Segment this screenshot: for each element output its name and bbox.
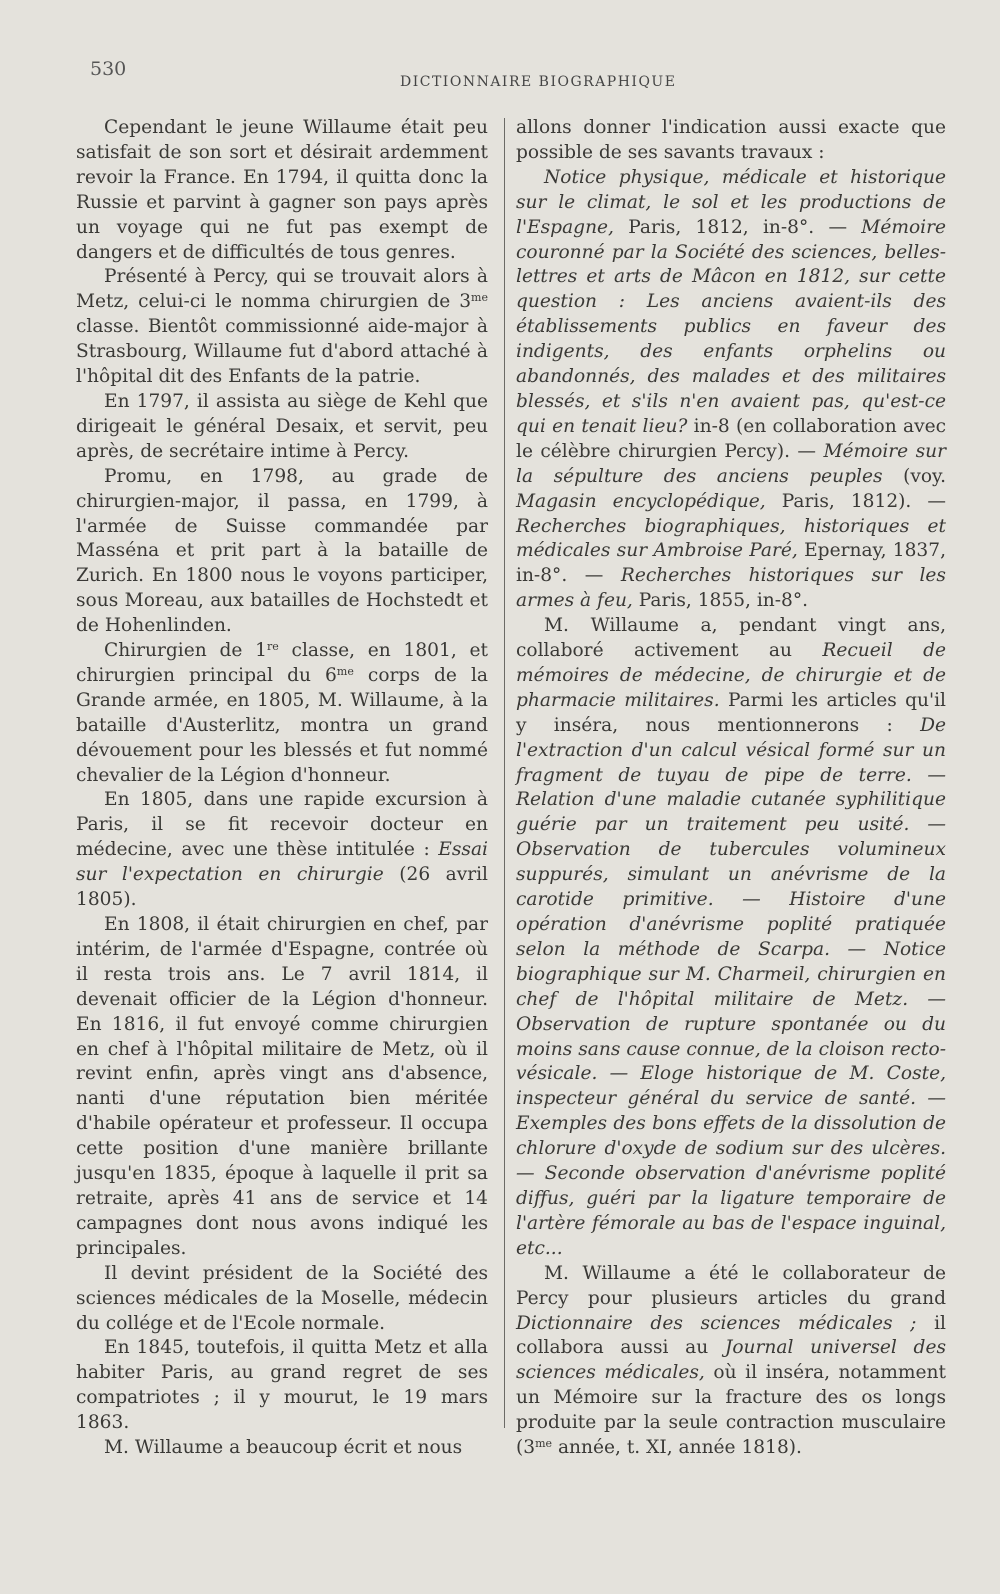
column-divider <box>504 118 505 1428</box>
paragraph: allons donner l'indication aussi exacte que possible de ses savants travaux : <box>516 117 946 163</box>
paragraph: M. Willaume a beaucoup écrit et nous <box>104 1437 463 1459</box>
paragraph: Cependant le jeune Willaume était peu satisfait de son sort et désirait ardemment revoir la France. En 1794, il quitta donc la Russie et parvint à gagner son pays après un voyage qui ne fut pas exempt de dangers et de difficultés de tous genres. <box>76 117 488 263</box>
paragraph: Présenté à Percy, qui se trouvait alors à Metz, celui-ci le nomma chirurgien de $3^{me}$ classe. Bientôt commissionné aide-major à Strasbourg, Willaume fut d'abord attaché à l'hôpital dit des Enfants de la patrie. <box>76 266 488 388</box>
right-column <box>516 116 946 1461</box>
bibliography-paragraph: Notice physique, médicale et historique sur le climat, le sol et les productions de l'Espagne, Paris, 1812, in-8°. — Mémoire couronné par la Société des sciences, belles-lettres et arts de Mâcon en 1812, sur cette question : Les anciens avaient-ils des établissements publics en faveur des indigents, des enfants orphelins ou abandonnés, des malades et des militaires blessés, et s'ils n'en avaient pas, qu'est-ce qui en tenait lieu? in-8 (en collaboration avec le célèbre chirurgien Percy). — Mémoire sur la sépulture des anciens peuples (voy. Magasin encyclopédique, Paris, 1812). — Recherches biographiques, historiques et médicales sur Ambroise Paré, Epernay, 1837, in-8°. — Recherches historiques sur les armes à feu, Paris, 1855, in-8°. <box>516 166 946 612</box>
left-column <box>76 116 488 1461</box>
paragraph: M. Willaume a été le collaborateur de Percy pour plusieurs articles du grand Dictionnaire des sciences médicales ; il collabora aussi au Journal universel des sciences médicales, où il inséra, notamment un Mémoire sur la fracture des os longs produite par la seule contraction musculaire ($3^{me}$ année, t. XI, année 1818). <box>516 1262 946 1459</box>
paragraph: En 1845, toutefois, il quitta Metz et alla habiter Paris, au grand regret de ses compatriotes ; il y mourut, le 19 mars 1863. <box>76 1337 488 1434</box>
paragraph: Il devint président de la Société des sciences médicales de la Moselle, médecin du collége et de l'Ecole normale. <box>76 1262 488 1334</box>
paragraph: Chirurgien de 1re classe, en 1801, et chirurgien principal du $6^{me}$ corps de la Grande armée, en 1805, M. Willaume, à la bataille d'Austerlitz, montra un grand dévouement pour les blessés et fut nommé chevalier de la Légion d'honneur. <box>76 640 488 786</box>
paragraph: M. Willaume a, pendant vingt ans, collaboré activement au Recueil de mémoires de médecine, de chirurgie et de pharmacie militaires. Parmi les articles qu'il y inséra, nous mentionnerons : De l'extraction d'un calcul vésical formé sur un fragment de tuyau de pipe de terre. — Relation d'une maladie cutanée syphilitique guérie par un traitement peu usité. — Observation de tubercules volumineux suppurés, simulant un anévrisme de la carotide primitive. — Histoire d'une opération d'anévrisme poplité pratiquée selon la méthode de Scarpa. — Notice biographique sur M. Charmeil, chirurgien en chef de l'hôpital militaire de Metz. — Observation de rupture spontanée ou du moins sans cause connue, de la cloison recto-vésicale. — Eloge historique de M. Coste, inspecteur général du service de santé. — Exemples des bons effets de la dissolution de chlorure d'oxyde de sodium sur des ulcères. — Seconde observation d'anévrisme poplité diffus, guéri par la ligature temporaire de l'artère fémorale au bas de l'espace inguinal, etc... <box>516 615 946 1259</box>
page-number: 530 <box>90 58 127 80</box>
paragraph: En 1808, il était chirurgien en chef, par intérim, de l'armée d'Espagne, contrée où il resta trois ans. Le 7 avril 1814, il devenait officier de la Légion d'honneur. En 1816, il fut envoyé comme chirurgien en chef à l'hôpital militaire de Metz, où il revint enfin, après vingt ans d'absence, nanti d'une réputation bien méritée d'habile opérateur et professeur. Il occupa cette position d'une manière brillante jusqu'en 1835, époque à laquelle il prit sa retraite, après 41 ans de service et 14 campagnes dont nous avons indiqué les principales. <box>76 914 488 1259</box>
paragraph: En 1805, dans une rapide excursion à Paris, il se fit recevoir docteur en médecine, avec une thèse intitulée : Essai sur l'expectation en chirurgie (26 avril 1805). <box>76 789 488 911</box>
paragraph: Promu, en 1798, au grade de chirurgien-major, il passa, en 1799, à l'armée de Suisse commandée par Masséna et prit part à la bataille de Zurich. En 1800 nous le voyons participer, sous Moreau, aux batailles de Hochstedt et de Hohenlinden. <box>76 465 488 637</box>
paragraph: En 1797, il assista au siège de Kehl que dirigeait le général Desaix, et servit, peu après, de secrétaire intime à Percy. <box>76 390 488 462</box>
running-title: DICTIONNAIRE BIOGRAPHIQUE <box>400 74 677 90</box>
